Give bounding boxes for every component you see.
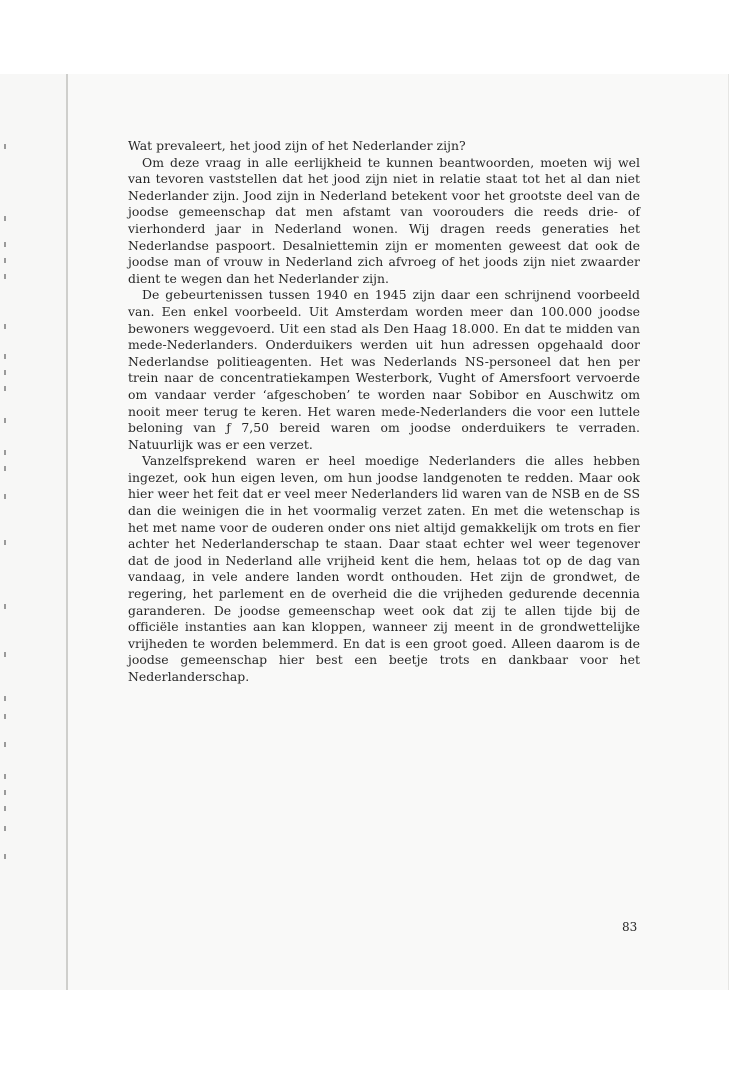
facing-page-mark xyxy=(4,652,6,657)
page-number: 83 xyxy=(622,920,638,934)
paragraph: Om deze vraag in alle eerlijkheid te kunnen beantwoorden, moeten wij wel van tevoren vaststellen dat het jood zijn niet in relatie staat tot het al dan niet Nederlander zijn. Jood zijn in Nederland betekent voor het grootste deel van de joodse gemeenschap dat men afstamt van voorouders die reeds drie- of vierhonderd jaar in Nederland wonen. Wij dragen reeds generaties het Nederlandse paspoort. Desalniettemin zijn er momenten geweest dat ook de joodse man of vrouw in Nederland zich afvroeg of het joods zijn niet zwaarder dient te wegen dan het Nederlander zijn. xyxy=(128,154,640,286)
facing-page-edge xyxy=(0,74,68,990)
facing-page-mark xyxy=(4,258,6,263)
facing-page-mark xyxy=(4,790,6,795)
facing-page-mark xyxy=(4,386,6,391)
facing-page-mark xyxy=(4,242,6,247)
facing-page-mark xyxy=(4,216,6,221)
body-text xyxy=(128,138,640,686)
facing-page-mark xyxy=(4,540,6,545)
facing-page-mark xyxy=(4,494,6,499)
facing-page-mark xyxy=(4,604,6,609)
facing-page-mark xyxy=(4,418,6,423)
facing-page-mark xyxy=(4,324,6,329)
facing-page-mark xyxy=(4,144,6,149)
facing-page-mark xyxy=(4,742,6,747)
book-page xyxy=(68,74,728,990)
facing-page-mark xyxy=(4,714,6,719)
paragraph: Vanzelfsprekend waren er heel moedige Nederlanders die alles hebben ingezet, ook hun eigen leven, om hun joodse landgenoten te redden. Maar ook hier weer het feit dat er veel meer Nederlanders lid waren van de NSB en de SS dan die weinigen die in het voormalig verzet zaten. En met die wetenschap is het met name voor de ouderen onder ons niet altijd gemakkelijk om trots en fier achter het Nederlanderschap te staan. Daar staat echter wel weer tegenover dat de jood in Nederland alle vrijheid kent die hem, helaas tot op de dag van vandaag, in vele andere landen wordt onthouden. Het zijn de grondwet, de regering, het parlement en de overheid die die vrijheden gedurende decennia garanderen. De joodse gemeenschap weet ook dat zij te allen tijde bij de officiële instanties aan kan kloppen, wanneer zij meent in de grondwettelijke vrijheden te worden belemmerd. En dat is een groot goed. Alleen daarom is de joodse gemeenschap hier best een beetje trots en dankbaar voor het Nederlanderschap. xyxy=(128,453,640,684)
facing-page-mark xyxy=(4,354,6,359)
facing-page-mark xyxy=(4,450,6,455)
facing-page-mark xyxy=(4,696,6,701)
facing-page-mark xyxy=(4,806,6,811)
facing-page-mark xyxy=(4,854,6,859)
paragraph-question: Wat prevaleert, het jood zijn of het Nederlander zijn? xyxy=(128,138,466,153)
facing-page-mark xyxy=(4,774,6,779)
facing-page-mark xyxy=(4,370,6,375)
paragraph: De gebeurtenissen tussen 1940 en 1945 zijn daar een schrijnend voorbeeld van. Een enkel voorbeeld. Uit Amsterdam worden meer dan 100.000 joodse bewoners weggevoerd. Uit een stad als Den Haag 18.000. En dat te midden van mede-Nederlanders. Onderduikers werden uit hun adressen opgehaald door Nederlandse politieagenten. Het was Nederlands NS-personeel dat hen per trein naar de concentratiekampen Westerbork, Vught of Amersfoort vervoerde om vandaar verder ‘afgeschoben’ te worden naar Sobibor en Auschwitz om nooit meer terug te keren. Het waren mede-Nederlanders die voor een luttele beloning van ƒ 7,50 bereid waren om joodse onderduikers te verraden. Natuurlijk was er een verzet. xyxy=(128,287,640,452)
facing-page-mark xyxy=(4,274,6,279)
facing-page-mark xyxy=(4,826,6,831)
facing-page-mark xyxy=(4,466,6,471)
